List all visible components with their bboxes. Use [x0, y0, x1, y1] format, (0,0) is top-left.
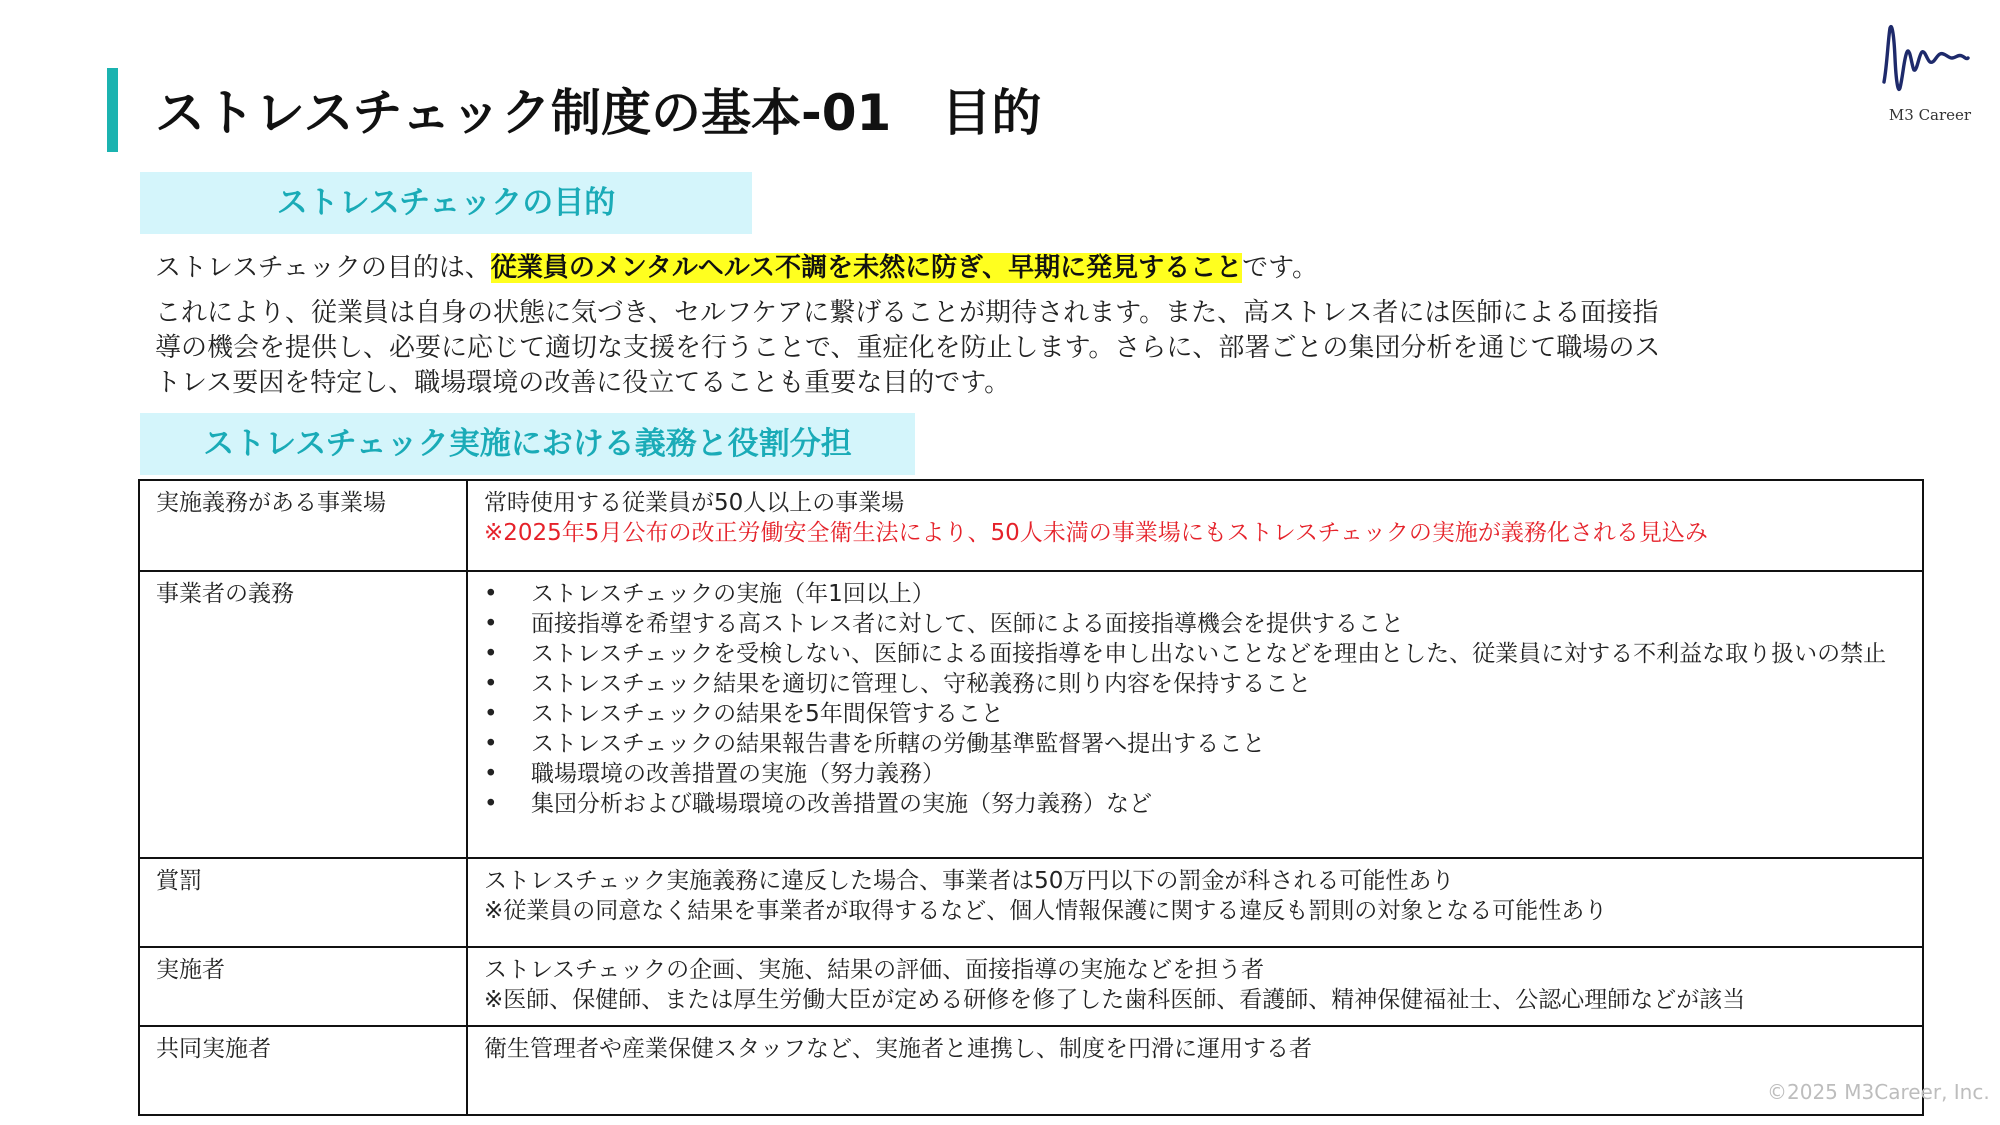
row-label: 事業者の義務 — [139, 571, 467, 858]
copyright-text: ©2025 M3Career, Inc. — [1767, 1080, 1990, 1104]
bullet-icon: • — [484, 791, 498, 817]
list-item — [484, 639, 1906, 669]
list-item-text: 面接指導を希望する高ストレス者に対して、医師による面接指導機会を提供すること — [531, 611, 1404, 637]
row-content — [467, 858, 1923, 947]
bullet-icon: • — [484, 671, 498, 697]
logo-wave-icon — [1870, 18, 1990, 108]
row-line: 常時使用する従業員が50人以上の事業場 — [484, 490, 905, 516]
table-row — [139, 1026, 1923, 1115]
list-item — [484, 669, 1906, 699]
list-item-text: 集団分析および職場環境の改善措置の実施（努力義務）など — [531, 791, 1152, 817]
table-row — [139, 947, 1923, 1026]
section-heading-purpose: ストレスチェックの目的 — [140, 172, 752, 234]
list-item-text: ストレスチェックの結果報告書を所轄の労働基準監督署へ提出すること — [531, 731, 1266, 757]
table-row — [139, 571, 1923, 858]
list-item-text: ストレスチェックの実施（年1回以上） — [531, 581, 935, 607]
bullet-icon: • — [484, 701, 498, 727]
table-row — [139, 858, 1923, 947]
row-label: 実施者 — [139, 947, 467, 1026]
list-item-text: ストレスチェック結果を適切に管理し、守秘義務に則り内容を保持すること — [531, 671, 1312, 697]
row-line: ※医師、保健師、または厚生労働大臣が定める研修を修了した歯科医師、看護師、精神保健福祉士、公認心理師などが該当 — [484, 987, 1746, 1013]
row-content — [467, 1026, 1923, 1115]
bullet-icon: • — [484, 761, 498, 787]
section-heading-duties: ストレスチェック実施における義務と役割分担 — [140, 413, 915, 475]
row-label: 共同実施者 — [139, 1026, 467, 1115]
row-label: 実施義務がある事業場 — [139, 480, 467, 571]
list-item — [484, 729, 1906, 759]
bullet-icon: • — [484, 581, 498, 607]
row-line: 衛生管理者や産業保健スタッフなど、実施者と連携し、制度を円滑に運用する者 — [484, 1036, 1312, 1062]
row-line: ※従業員の同意なく結果を事業者が取得するなど、個人情報保護に関する違反も罰則の対象となる可能性あり — [484, 898, 1608, 924]
row-label: 賞罰 — [139, 858, 467, 947]
row-line: ストレスチェックの企画、実施、結果の評価、面接指導の実施などを担う者 — [484, 957, 1265, 983]
row-content — [467, 480, 1923, 571]
intro-text-end: です。 — [1242, 253, 1318, 283]
duty-list — [484, 579, 1906, 819]
row-line: ストレスチェック実施義務に違反した場合、事業者は50万円以下の罰金が科される可能性あり — [484, 868, 1455, 894]
paragraph-line: トレス要因を特定し、職場環境の改善に役立てることも重要な目的です。 — [155, 368, 1011, 398]
table-row — [139, 480, 1923, 571]
bullet-icon: • — [484, 611, 498, 637]
title-accent-bar — [107, 68, 118, 152]
row-content — [467, 571, 1923, 858]
intro-text: ストレスチェックの目的は、 — [155, 253, 491, 283]
list-item-text: 職場環境の改善措置の実施（努力義務） — [531, 761, 945, 787]
logo-text: M3 Career — [1888, 106, 1972, 124]
page-title: ストレスチェック制度の基本-01 目的 — [155, 84, 1042, 142]
intro-highlight: 従業員のメンタルヘルス不調を未然に防ぎ、早期に発見すること — [490, 253, 1243, 283]
m3-career-logo — [1870, 18, 1990, 133]
purpose-intro — [155, 250, 1318, 286]
purpose-paragraph — [155, 296, 1875, 401]
list-item — [484, 609, 1906, 639]
paragraph-line: これにより、従業員は自身の状態に気づき、セルフケアに繋げることが期待されます。また、高ストレス者には医師による面接指 — [155, 298, 1659, 328]
duties-table — [138, 479, 1924, 1116]
row-note: ※2025年5月公布の改正労働安全衛生法により、50人未満の事業場にもストレスチェックの実施が義務化される見込み — [484, 520, 1708, 546]
list-item — [484, 699, 1906, 729]
bullet-icon: • — [484, 641, 498, 667]
list-item — [484, 579, 1906, 609]
row-content — [467, 947, 1923, 1026]
list-item-text: ストレスチェックの結果を5年間保管すること — [531, 701, 1004, 727]
list-item-text: ストレスチェックを受検しない、医師による面接指導を申し出ないことなどを理由とした、従業員に対する不利益な取り扱いの禁止 — [531, 641, 1887, 667]
paragraph-line: 導の機会を提供し、必要に応じて適切な支援を行うことで、重症化を防止します。さらに、部署ごとの集団分析を通じて職場のス — [155, 333, 1661, 363]
list-item — [484, 789, 1906, 819]
list-item — [484, 759, 1906, 789]
bullet-icon: • — [484, 731, 498, 757]
